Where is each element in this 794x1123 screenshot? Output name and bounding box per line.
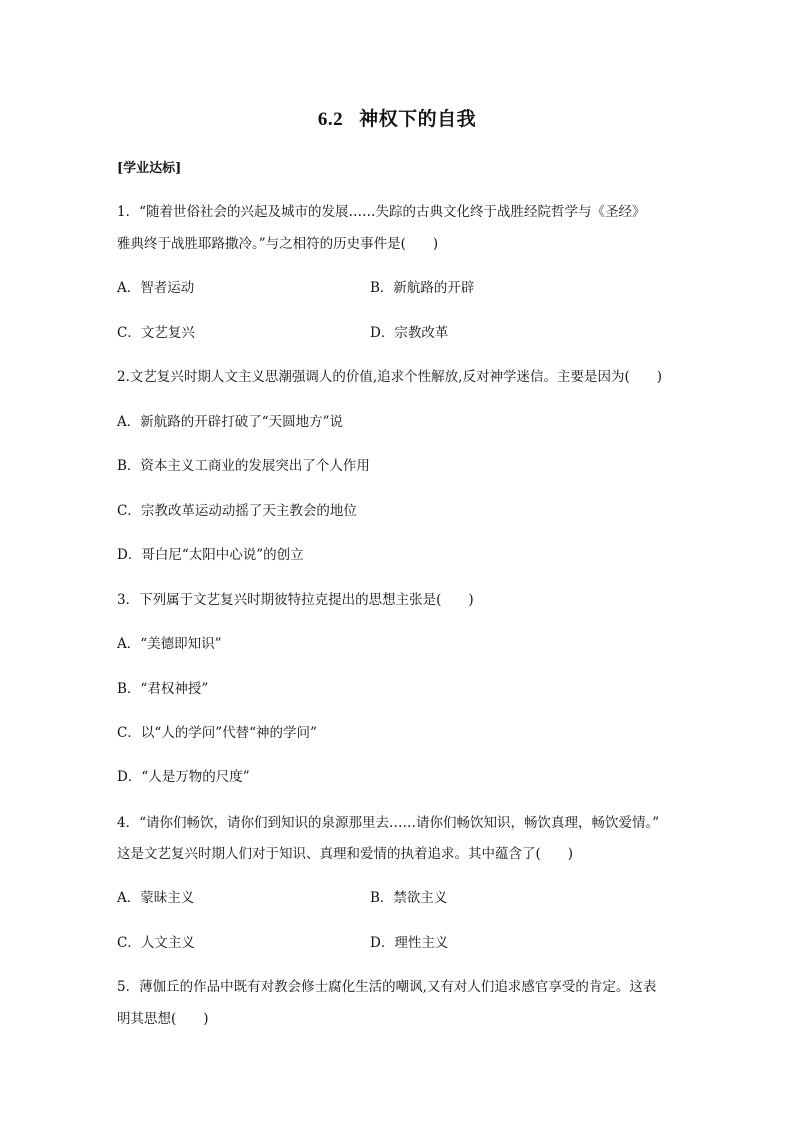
question-1-option-d: D．宗教改革	[370, 325, 449, 341]
question-4-option-d: D．理性主义	[370, 935, 449, 951]
title-number: 6.2	[317, 109, 344, 130]
question-3-option-b: B．“君权神授”	[117, 681, 209, 697]
question-1-option-a: A．智者运动	[117, 280, 195, 296]
question-2-option-d: D．哥白尼“太阳中心说”的创立	[117, 547, 304, 563]
question-4-stem-line1: 4．“请你们畅饮，请你们到知识的泉源那里去……请你们畅饮知识，畅饮真理，畅饮爱情。”	[117, 815, 660, 831]
question-2-stem: 2.文艺复兴时期人文主义思潮强调人的价值,追求个性解放,反对神学迷信。主要是因为( )	[117, 369, 662, 385]
question-2-option-c: C．宗教改革运动动摇了天主教会的地位	[117, 503, 357, 519]
page-title	[0, 104, 794, 131]
question-1-option-c: C．文艺复兴	[117, 325, 195, 341]
question-1-stem-line1: 1．“随着世俗社会的兴起及城市的发展……失踪的古典文化终于战胜经院哲学与《圣经》	[117, 204, 646, 220]
section-label: [学业达标]	[117, 161, 182, 176]
question-4-option-a: A．蒙昧主义	[117, 890, 195, 906]
question-2-option-a: A．新航路的开辟打破了“天圆地方”说	[117, 414, 344, 430]
question-3-option-d: D．“人是万物的尺度”	[117, 769, 250, 785]
question-2-option-b: B．资本主义工商业的发展突出了个人作用	[117, 458, 370, 474]
question-4-stem-line2: 这是文艺复兴时期人们对于知识、真理和爱情的执着追求。其中蕴含了( )	[117, 846, 574, 862]
question-3-option-c: C．以“人的学问”代替“神的学问”	[117, 725, 317, 741]
question-5-stem-line1: 5．薄伽丘的作品中既有对教会修士腐化生活的嘲讽,又有对人们追求感官享受的肯定。这表	[117, 979, 657, 995]
question-1-option-b: B．新航路的开辟	[370, 280, 475, 296]
question-3-stem: 3．下列属于文艺复兴时期彼特拉克提出的思想主张是( )	[117, 592, 474, 608]
title-text: 神权下的自我	[359, 108, 477, 130]
question-4-option-c: C．人文主义	[117, 935, 195, 951]
question-1-stem-line2: 雅典终于战胜耶路撒冷。”与之相符的历史事件是( )	[117, 236, 439, 252]
question-5-stem-line2: 明其思想( )	[117, 1011, 209, 1027]
question-4-option-b: B．禁欲主义	[370, 890, 448, 906]
question-3-option-a: A．“美德即知识”	[117, 636, 222, 652]
